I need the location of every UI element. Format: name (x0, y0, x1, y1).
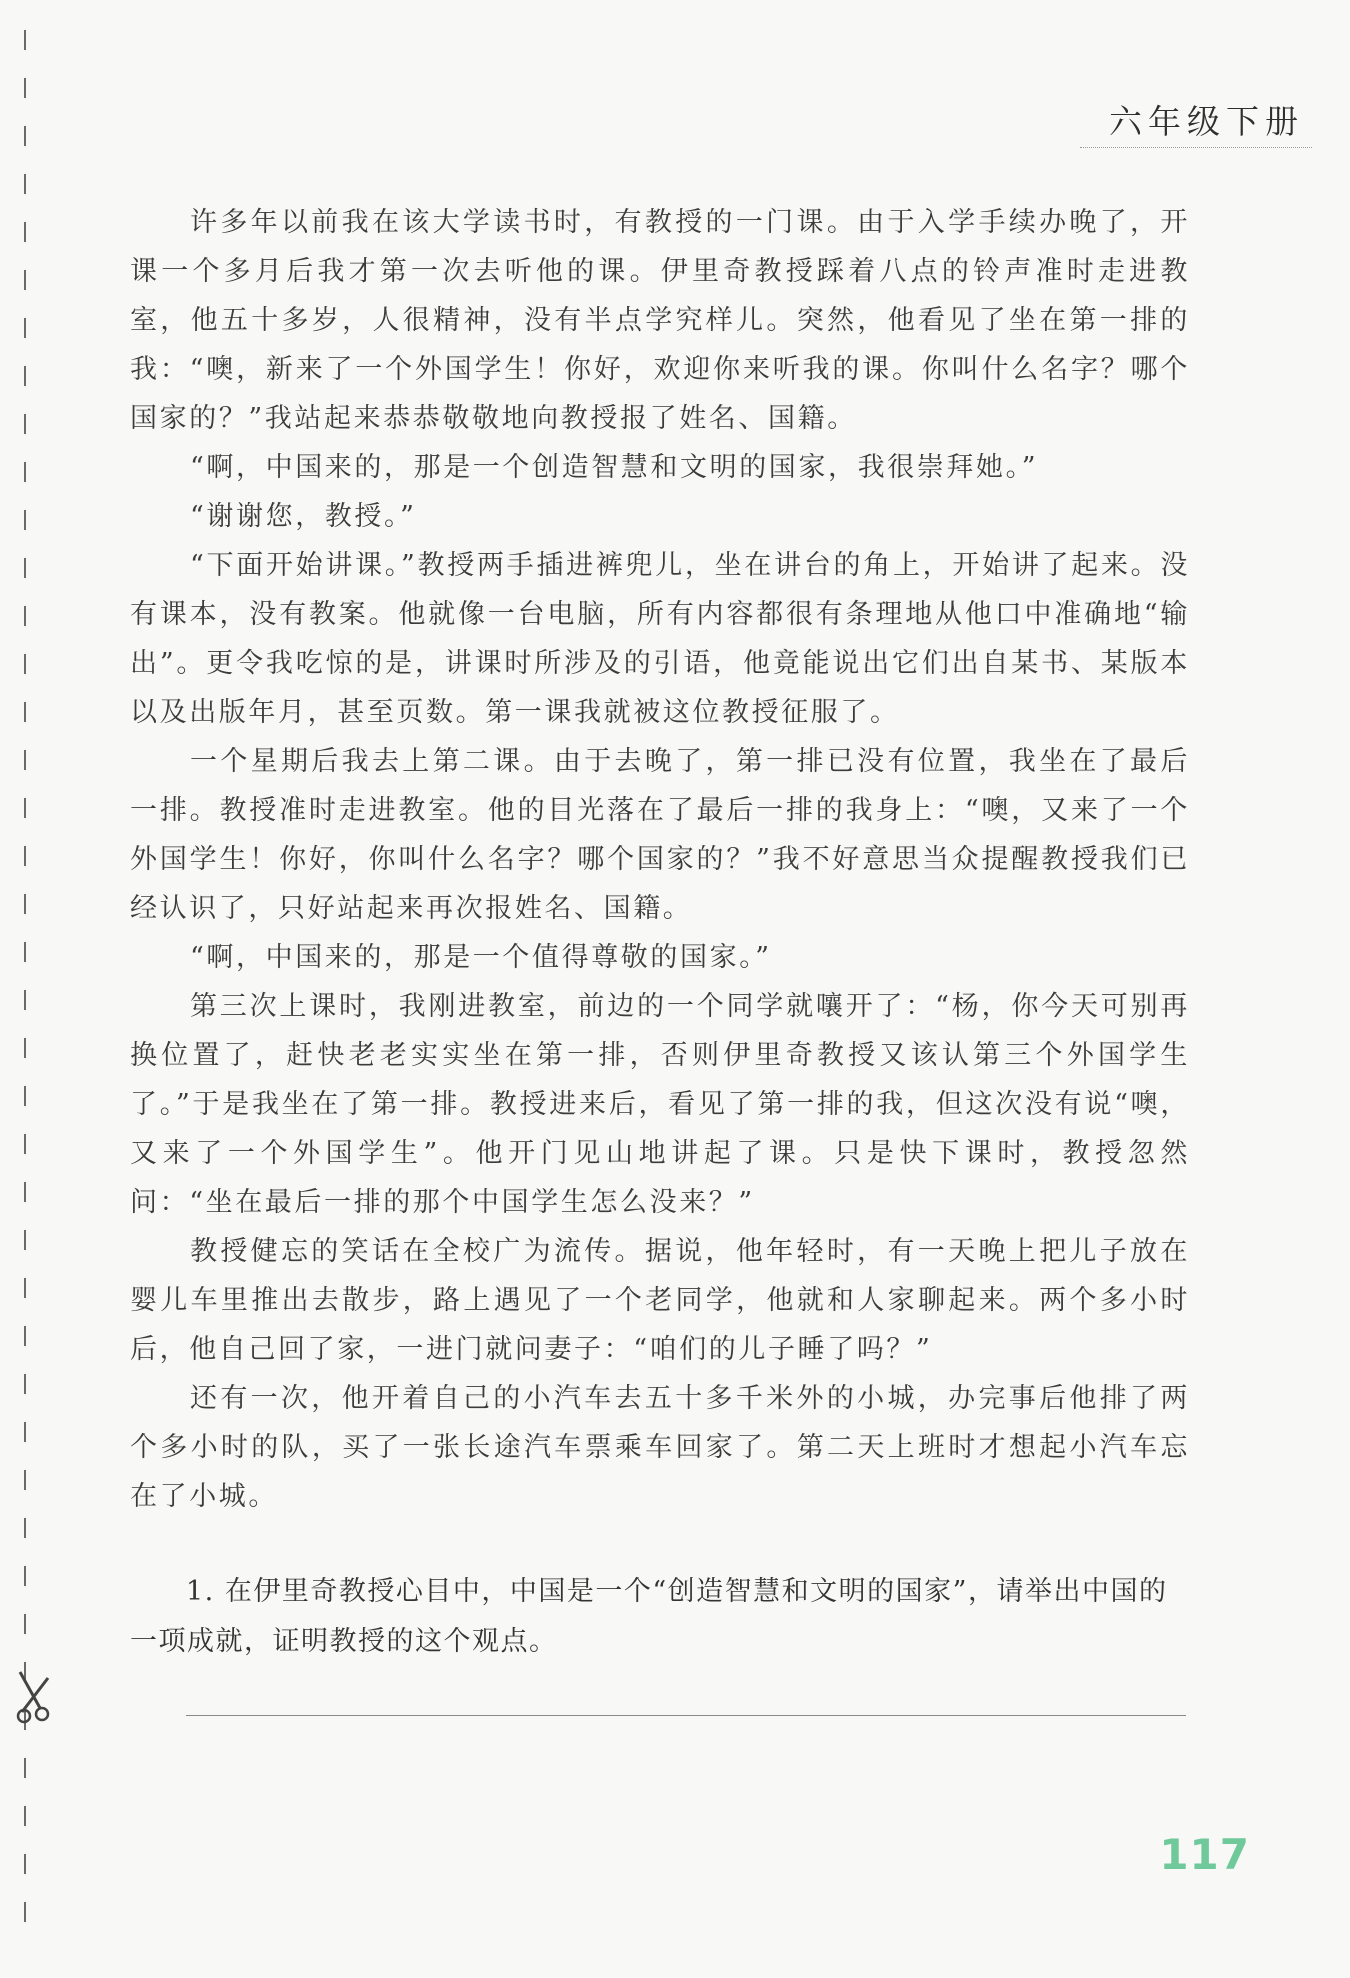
header-divider (1080, 147, 1312, 148)
dashed-cut-line (24, 30, 30, 1950)
page-number: 117 (1159, 1830, 1250, 1879)
answer-line[interactable] (186, 1715, 1186, 1716)
scissors-icon (14, 1668, 54, 1726)
grade-header: 六年级下册 (1109, 102, 1304, 141)
reading-passage (130, 198, 1190, 1521)
passage-paragraph: “啊，中国来的，那是一个创造智慧和文明的国家，我很崇拜她。” (190, 452, 1039, 483)
passage-paragraph: “下面开始讲课。”教授两手插进裤兜儿，坐在讲台的角上，开始讲了起来。没有课本，没有教案。他就像一台电脑，所有内容都很有条理地从他口中准确地“输出”。更令我吃惊的是，讲课时所涉及的引语，他竟能说出它们出自某书、某版本以及出版年月，甚至页数。第一课我就被这位教授征服了。 (130, 550, 1190, 728)
question-1: 1. 在伊里奇教授心目中，中国是一个“创造智慧和文明的国家”，请举出中国的一项成就，证明教授的这个观点。 (130, 1576, 1168, 1657)
passage-paragraph: 一个星期后我去上第二课。由于去晚了，第一排已没有位置，我坐在了最后一排。教授准时走进教室。他的目光落在了最后一排的我身上：“噢，又来了一个外国学生！你好，你叫什么名字？哪个国家的？”我不好意思当众提醒教授我们已经认识了，只好站起来再次报姓名、国籍。 (130, 746, 1190, 924)
passage-paragraph: “谢谢您，教授。” (190, 501, 417, 532)
passage-paragraph: 教授健忘的笑话在全校广为流传。据说，他年轻时，有一天晚上把儿子放在婴儿车里推出去散步，路上遇见了一个老同学，他就和人家聊起来。两个多小时后，他自己回了家，一进门就问妻子：“咱们的儿子睡了吗？” (130, 1236, 1190, 1365)
passage-paragraph: “啊，中国来的，那是一个值得尊敬的国家。” (190, 942, 772, 973)
passage-paragraph: 还有一次，他开着自己的小汽车去五十多千米外的小城，办完事后他排了两个多小时的队，买了一张长途汽车票乘车回家了。第二天上班时才想起小汽车忘在了小城。 (130, 1383, 1190, 1512)
passage-paragraph: 许多年以前我在该大学读书时，有教授的一门课。由于入学手续办晚了，开课一个多月后我才第一次去听他的课。伊里奇教授踩着八点的铃声准时走进教室，他五十多岁，人很精神，没有半点学究样儿。突然，他看见了坐在第一排的我：“噢，新来了一个外国学生！你好，欢迎你来听我的课。你叫什么名字？哪个国家的？”我站起来恭恭敬敬地向教授报了姓名、国籍。 (130, 207, 1190, 434)
passage-paragraph: 第三次上课时，我刚进教室，前边的一个同学就嚷开了：“杨，你今天可别再换位置了，赶快老老实实坐在第一排，否则伊里奇教授又该认第三个外国学生了。”于是我坐在了第一排。教授进来后，看见了第一排的我，但这次没有说“噢，又来了一个外国学生”。他开门见山地讲起了课。只是快下课时，教授忽然问：“坐在最后一排的那个中国学生怎么没来？” (130, 991, 1190, 1218)
